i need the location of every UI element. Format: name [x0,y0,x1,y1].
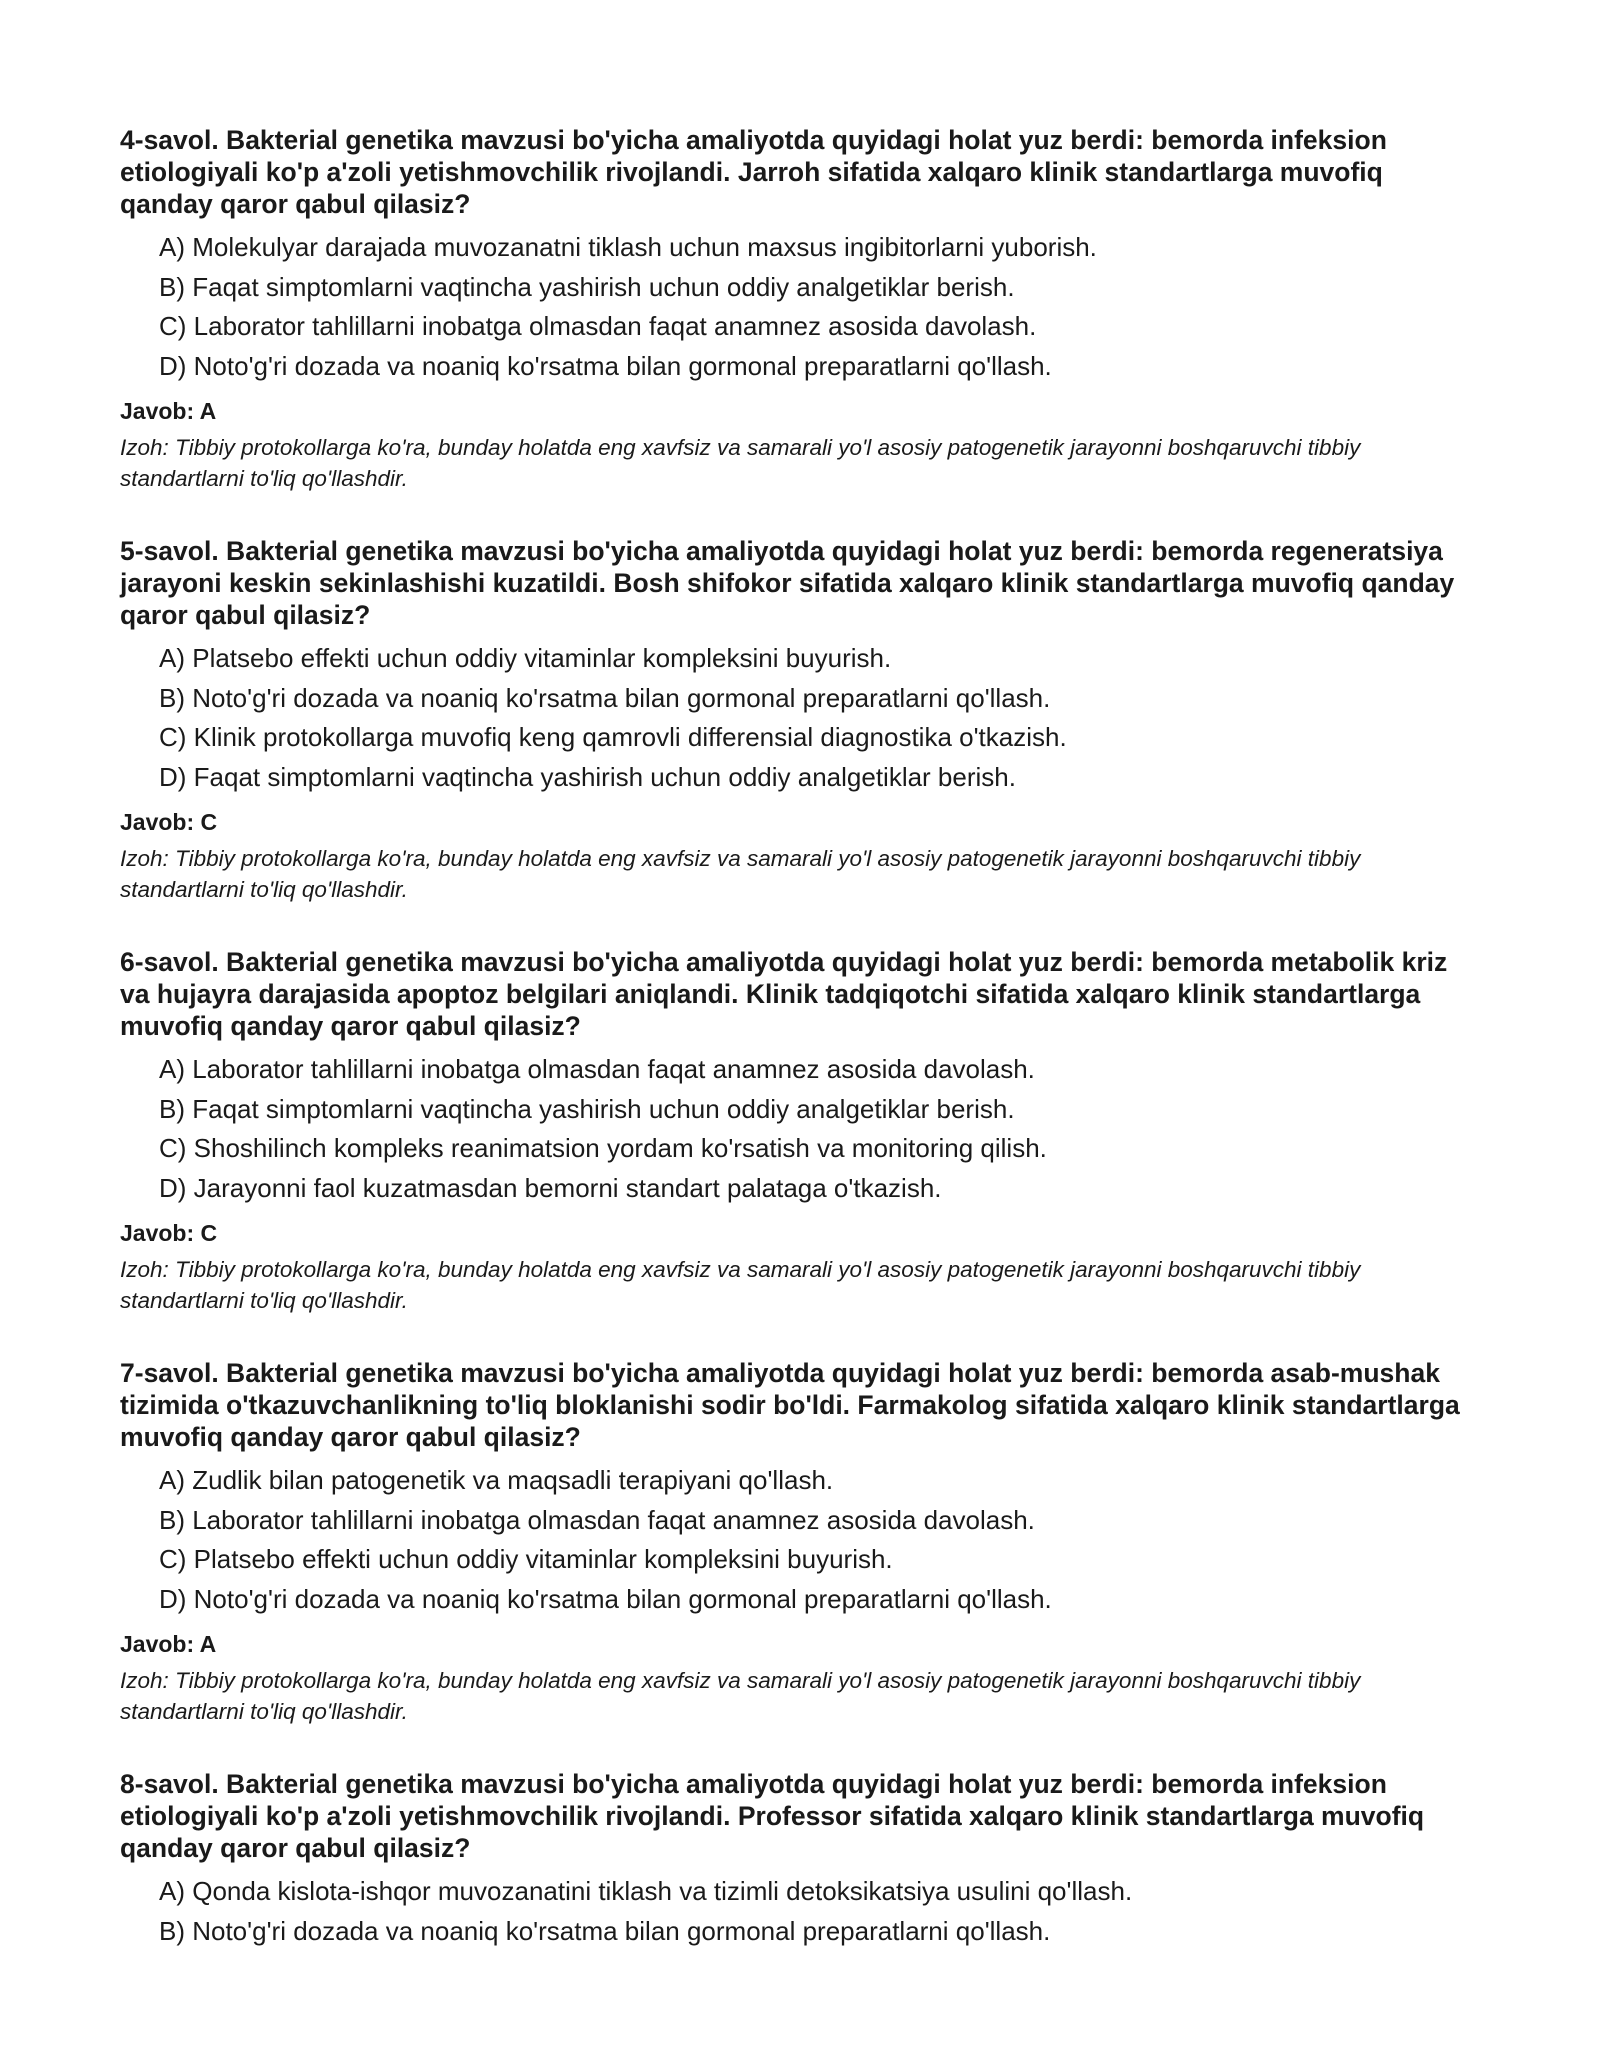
question-title: 4-savol. Bakterial genetika mavzusi bo'yicha amaliyotda quyidagi holat yuz berdi: bemorda infeksion etiologiyali ko'p a'zoli yetishmovchilik rivojlandi. Jarroh sifatida xalqaro klinik standartlarga muvofiq qanday qaror qabul qilasiz? [120,125,1387,219]
option-list [120,639,1480,797]
question-block-4 [120,124,1480,494]
option-b: B) Noto'g'ri dozada va noaniq ko'rsatma bilan gormonal preparatlarni qo'llash. [159,682,1051,713]
option-c: C) Laborator tahlillarni inobatga olmasdan faqat anamnez asosida davolash. [159,311,1037,341]
option-a: A) Platsebo effekti uchun oddiy vitaminlar kompleksini buyurish. [159,643,892,673]
option-d: D) Noto'g'ri dozada va noaniq ko'rsatma bilan gormonal preparatlarni qo'llash. [159,1583,1052,1614]
question-block-8 [120,1768,1480,1951]
option-list [120,228,1480,386]
option-a: A) Qonda kislota-ishqor muvozanatini tiklash va tizimli detoksikatsiya usulini qo'llash. [159,1876,1133,1906]
answer-label: Javob: A [120,1631,217,1657]
option-list [120,1461,1480,1619]
explanation-note: Izoh: Tibbiy protokollarga ko'ra, bunday holatda eng xavfsiz va samarali yo'l asosiy patogenetik jarayonni boshqaruvchi tibbiy standartlarni to'liq qo'llashdir. [120,435,1361,491]
option-b: B) Faqat simptomlarni vaqtincha yashirish uchun oddiy analgetiklar berish. [159,1093,1015,1124]
option-c: C) Platsebo effekti uchun oddiy vitaminlar kompleksini buyurish. [159,1544,893,1574]
question-title: 8-savol. Bakterial genetika mavzusi bo'yicha amaliyotda quyidagi holat yuz berdi: bemorda infeksion etiologiyali ko'p a'zoli yetishmovchilik rivojlandi. Professor sifatida xalqaro klinik standartlarga muvofiq qanday qaror qabul qilasiz? [120,1769,1425,1863]
option-a: A) Zudlik bilan patogenetik va maqsadli terapiyani qo'llash. [159,1465,834,1495]
option-d: D) Jarayonni faol kuzatmasdan bemorni standart palataga o'tkazish. [159,1172,942,1203]
option-a: A) Laborator tahlillarni inobatga olmasdan faqat anamnez asosida davolash. [159,1054,1035,1084]
question-title: 6-savol. Bakterial genetika mavzusi bo'yicha amaliyotda quyidagi holat yuz berdi: bemorda metabolik kriz va hujayra darajasida apoptoz belgilari aniqlandi. Klinik tadqiqotchi sifatida xalqaro klinik standartlarga muvofiq qanday qaror qabul qilasiz? [120,947,1448,1041]
question-block-5 [120,535,1480,905]
option-c: C) Shoshilinch kompleks reanimatsion yordam ko'rsatish va monitoring qilish. [159,1133,1047,1163]
option-b: B) Laborator tahlillarni inobatga olmasdan faqat anamnez asosida davolash. [159,1504,1035,1535]
option-c: C) Klinik protokollarga muvofiq keng qamrovli differensial diagnostika o'tkazish. [159,722,1067,752]
option-d: D) Faqat simptomlarni vaqtincha yashirish uchun oddiy analgetiklar berish. [159,761,1016,792]
answer-label: Javob: C [120,809,218,835]
answer-label: Javob: A [120,398,217,424]
question-block-6 [120,946,1480,1316]
explanation-note: Izoh: Tibbiy protokollarga ko'ra, bunday holatda eng xavfsiz va samarali yo'l asosiy patogenetik jarayonni boshqaruvchi tibbiy standartlarni to'liq qo'llashdir. [120,1668,1361,1724]
answer-label: Javob: C [120,1220,218,1246]
option-list [120,1050,1480,1208]
option-d: D) Noto'g'ri dozada va noaniq ko'rsatma bilan gormonal preparatlarni qo'llash. [159,350,1052,381]
question-title: 7-savol. Bakterial genetika mavzusi bo'yicha amaliyotda quyidagi holat yuz berdi: bemorda asab-mushak tizimida o'tkazuvchanlikning to'liq bloklanishi sodir bo'ldi. Farmakolog sifatida xalqaro klinik standartlarga muvofiq qanday qaror qabul qilasiz? [120,1358,1460,1452]
document-page [120,124,1480,1992]
option-b: B) Faqat simptomlarni vaqtincha yashirish uchun oddiy analgetiklar berish. [159,271,1015,302]
question-title: 5-savol. Bakterial genetika mavzusi bo'yicha amaliyotda quyidagi holat yuz berdi: bemorda regeneratsiya jarayoni keskin sekinlashishi kuzatildi. Bosh shifokor sifatida xalqaro klinik standartlarga muvofiq qanday qaror qabul qilasiz? [120,536,1455,630]
explanation-note: Izoh: Tibbiy protokollarga ko'ra, bunday holatda eng xavfsiz va samarali yo'l asosiy patogenetik jarayonni boshqaruvchi tibbiy standartlarni to'liq qo'llashdir. [120,1257,1361,1313]
explanation-note: Izoh: Tibbiy protokollarga ko'ra, bunday holatda eng xavfsiz va samarali yo'l asosiy patogenetik jarayonni boshqaruvchi tibbiy standartlarni to'liq qo'llashdir. [120,846,1361,902]
option-b: B) Noto'g'ri dozada va noaniq ko'rsatma bilan gormonal preparatlarni qo'llash. [159,1915,1051,1946]
question-block-7 [120,1357,1480,1727]
option-list [120,1872,1480,1951]
option-a: A) Molekulyar darajada muvozanatni tiklash uchun maxsus ingibitorlarni yuborish. [159,232,1097,262]
